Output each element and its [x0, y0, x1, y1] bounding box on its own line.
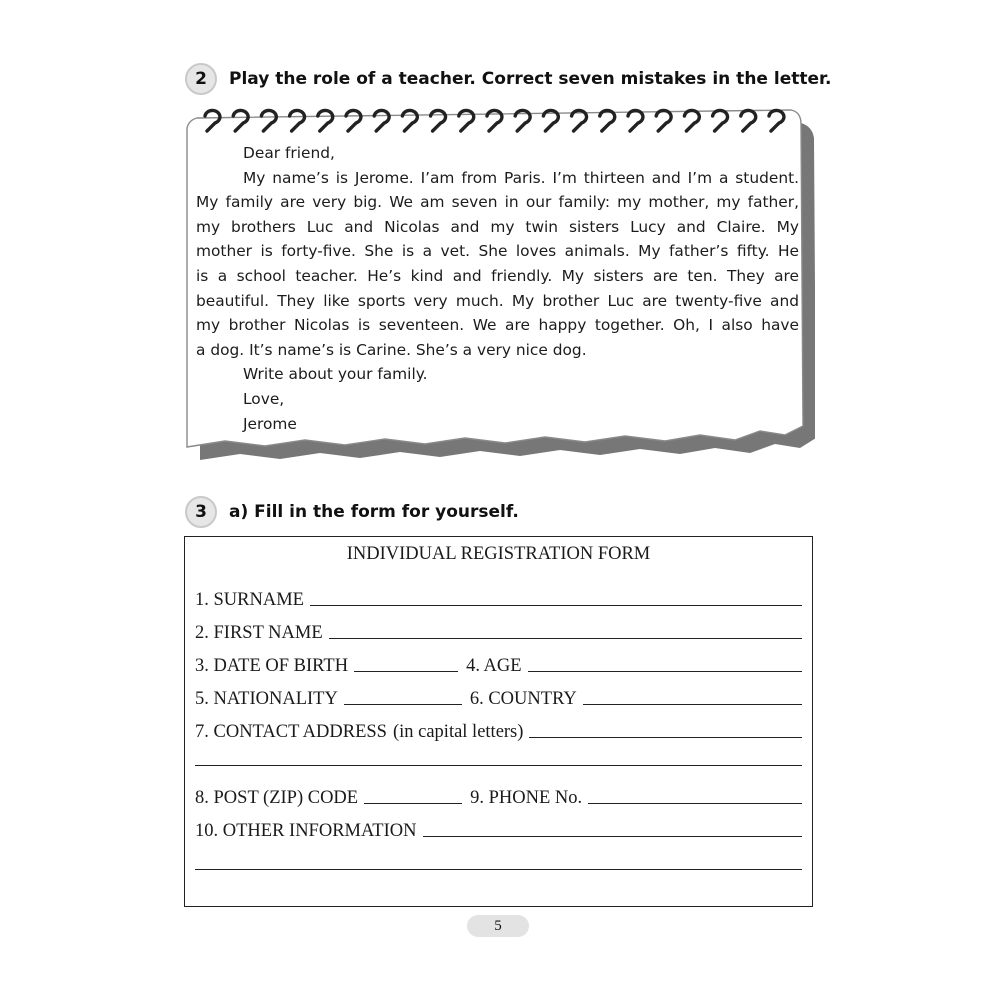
task-number-badge: 2	[185, 63, 217, 95]
task-2-heading	[185, 63, 831, 95]
letter-line: mother is forty-five. She is a vet. She loves animals. My father’s fifty. He	[196, 242, 799, 261]
letter-line: My name’s is Jerome. I’am from Paris. I’m thirteen and I’m a student.	[243, 168, 799, 187]
contact-address-label: 7. CONTACT ADDRESS	[195, 722, 387, 742]
page-number: 5	[467, 915, 529, 937]
form-row-surname	[195, 585, 802, 611]
spiral-ring	[402, 110, 417, 131]
letter-line: My family are very big. We am seven in our family: my mother, my father,	[196, 193, 799, 212]
spiral-ring	[628, 110, 643, 131]
letter-closing-request: Write about your family.	[243, 365, 428, 384]
registration-form	[184, 536, 813, 907]
form-row-other-info-continued	[195, 849, 802, 875]
spiral-ring	[346, 110, 361, 131]
spiral-ring	[600, 110, 615, 131]
spiral-ring	[515, 110, 530, 131]
form-row-first-name	[195, 618, 802, 644]
letter-signature: Jerome	[243, 414, 297, 433]
spiral-ring	[290, 110, 305, 131]
phone-field[interactable]	[588, 803, 802, 804]
letter-sign-off: Love,	[243, 389, 285, 408]
contact-address-note: (in capital letters)	[392, 722, 524, 742]
spiral-ring	[684, 110, 699, 131]
spiral-ring	[543, 110, 558, 131]
form-row-contact-address	[195, 717, 802, 743]
form-row-post-phone	[195, 783, 802, 809]
letter-line: beautiful. They like sports very much. My brother Luc are twenty-five and	[196, 291, 799, 310]
surname-field[interactable]	[310, 605, 802, 606]
phone-label: 9. PHONE No.	[470, 788, 583, 808]
date-of-birth-field[interactable]	[354, 671, 458, 672]
country-field[interactable]	[583, 704, 802, 705]
other-information-field-line-2[interactable]	[195, 869, 802, 870]
date-of-birth-label: 3. DATE OF BIRTH	[195, 656, 349, 676]
surname-label: 1. SURNAME	[195, 590, 304, 610]
spiral-ring	[741, 110, 756, 131]
letter-line: a dog. It’s name’s is Carine. She’s a very nice dog.	[196, 340, 587, 359]
age-field[interactable]	[528, 671, 802, 672]
letter-body	[196, 141, 799, 436]
letter-greeting: Dear friend,	[243, 144, 335, 162]
task-instruction: Play the role of a teacher. Correct seven mistakes in the letter.	[229, 69, 832, 89]
spiral-ring	[431, 110, 446, 131]
other-information-field[interactable]	[423, 836, 803, 837]
letter-line: my brothers Luc and Nicolas and my twin sisters Lucy and Claire. My	[196, 217, 799, 236]
form-title: INDIVIDUAL REGISTRATION FORM	[346, 544, 651, 564]
spiral-ring	[713, 110, 728, 131]
form-row-other-info	[195, 816, 802, 842]
spiral-ring	[374, 110, 389, 131]
country-label: 6. COUNTRY	[469, 689, 577, 709]
nationality-field[interactable]	[344, 704, 462, 705]
first-name-label: 2. FIRST NAME	[195, 623, 323, 643]
letter-line: my brother Nicolas is seventeen. We are happy together. Oh, I also have	[196, 316, 799, 335]
spiral-ring	[572, 110, 587, 131]
age-label: 4. AGE	[466, 656, 522, 676]
letter-line: is a school teacher. He’s kind and friendly. My sisters are ten. They are	[196, 266, 799, 285]
post-code-label: 8. POST (ZIP) CODE	[195, 788, 359, 808]
spiral-ring	[656, 110, 671, 131]
spiral-binding-icon	[185, 104, 815, 140]
task-instruction: a) Fill in the form for yourself.	[229, 502, 519, 522]
task-3-heading	[185, 496, 519, 528]
spiral-ring	[233, 110, 248, 131]
spiral-ring	[205, 110, 220, 131]
form-row-dob-age	[195, 651, 802, 677]
other-information-label: 10. OTHER INFORMATION	[195, 821, 417, 841]
task-number-badge: 3	[185, 496, 217, 528]
spiral-ring	[769, 110, 784, 131]
contact-address-field-line-2[interactable]	[195, 765, 802, 766]
spiral-ring	[318, 110, 333, 131]
spiral-ring	[459, 110, 474, 131]
form-row-nationality-country	[195, 684, 802, 710]
form-row-contact-address-continued	[195, 745, 802, 771]
nationality-label: 5. NATIONALITY	[195, 689, 338, 709]
spiral-ring	[261, 110, 276, 131]
post-code-field[interactable]	[364, 803, 462, 804]
spiral-ring	[487, 110, 502, 131]
contact-address-field[interactable]	[529, 737, 802, 738]
first-name-field[interactable]	[329, 638, 802, 639]
